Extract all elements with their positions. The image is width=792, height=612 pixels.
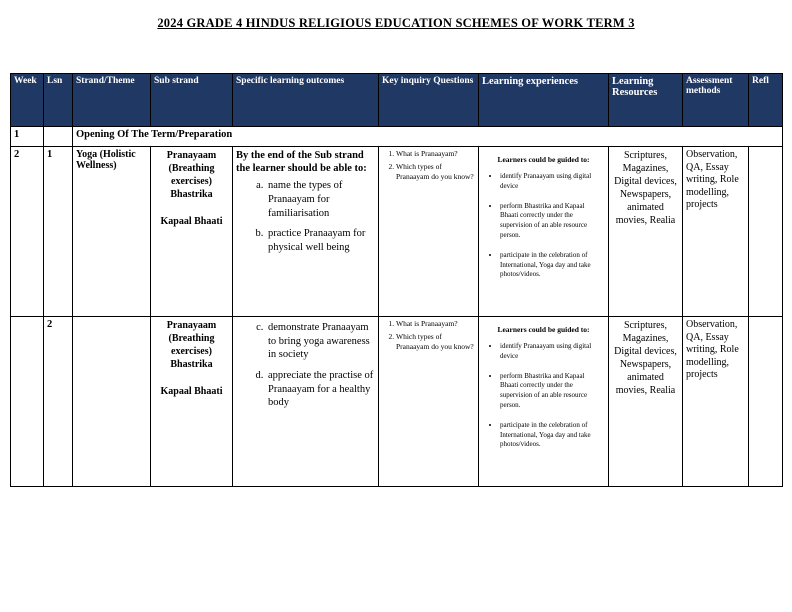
lsn-cell: 2 bbox=[44, 317, 73, 487]
week-cell: 1 bbox=[11, 127, 44, 147]
experiences-intro: Learners could be guided to: bbox=[497, 325, 590, 334]
outcome-item: b. practice Pranaayam for physical well being bbox=[266, 227, 375, 254]
resources-cell: Scriptures, Magazines, Digital devices, Newspapers, animated movies, Realia bbox=[609, 147, 683, 317]
sub-strand-cell bbox=[151, 317, 233, 487]
col-header-lsn: Lsn bbox=[44, 74, 73, 127]
lsn-cell bbox=[44, 127, 73, 147]
col-header-week: Week bbox=[11, 74, 44, 127]
page-title: 2024 GRADE 4 HINDUS RELIGIOUS EDUCATION SCHEMES OF WORK TERM 3 bbox=[157, 16, 635, 30]
col-header-experiences: Learning experiences bbox=[479, 74, 609, 127]
key-inquiry-cell bbox=[379, 317, 479, 487]
experience-item: • perform Bhastrika and Kapaal Bhaati correctly under the supervision of an able resource person. bbox=[500, 372, 605, 411]
outcome-item: a. name the types of Pranaayam for familiarisation bbox=[266, 179, 375, 220]
schemes-of-work-table bbox=[10, 73, 783, 487]
assessment-cell: Observation, QA, Essay writing, Role modelling, projects bbox=[683, 147, 749, 317]
sub-strand-line: Pranayaam (Breathing exercises) bbox=[166, 320, 217, 357]
refl-cell bbox=[749, 317, 783, 487]
col-header-strand: Strand/Theme bbox=[73, 74, 151, 127]
opening-label-cell: Opening Of The Term/Preparation bbox=[73, 127, 783, 147]
outcomes-intro: By the end of the Sub strand the learner should be able to: bbox=[236, 150, 367, 175]
col-header-outcomes: Specific learning outcomes bbox=[233, 74, 379, 127]
experiences-cell bbox=[479, 147, 609, 317]
outcome-item: c. demonstrate Pranaayam to bring yoga awareness in society bbox=[266, 321, 375, 362]
outcomes-cell bbox=[233, 317, 379, 487]
inquiry-item: 2. Which types of Pranaayam do you know? bbox=[396, 162, 475, 182]
lsn-cell: 1 bbox=[44, 147, 73, 317]
col-header-resources: Learning Resources bbox=[609, 74, 683, 127]
col-header-sub-strand: Sub strand bbox=[151, 74, 233, 127]
key-inquiry-cell bbox=[379, 147, 479, 317]
sub-strand-line: Bhastrika bbox=[170, 189, 213, 200]
inquiry-list bbox=[382, 319, 475, 352]
experience-item: • identify Pranaayam using digital device bbox=[500, 342, 605, 362]
strand-cell: Yoga (Holistic Wellness) bbox=[73, 147, 151, 317]
sub-strand-line: Kapaal Bhaati bbox=[160, 386, 223, 397]
assessment-cell: Observation, QA, Essay writing, Role modelling, projects bbox=[683, 317, 749, 487]
experience-item: • participate in the celebration of International, Yoga day and take photos/videos. bbox=[500, 421, 605, 450]
sub-strand-line: Pranayaam (Breathing exercises) bbox=[166, 150, 217, 187]
lesson-row bbox=[11, 147, 783, 317]
experiences-cell bbox=[479, 317, 609, 487]
resources-cell: Scriptures, Magazines, Digital devices, Newspapers, animated movies, Realia bbox=[609, 317, 683, 487]
opening-row bbox=[11, 127, 783, 147]
experiences-intro: Learners could be guided to: bbox=[497, 155, 590, 164]
week-cell bbox=[11, 317, 44, 487]
outcomes-list bbox=[236, 179, 375, 254]
sub-strand-cell bbox=[151, 147, 233, 317]
outcomes-list bbox=[236, 321, 375, 410]
refl-cell bbox=[749, 147, 783, 317]
sub-strand-line: Kapaal Bhaati bbox=[160, 216, 223, 227]
week-cell: 2 bbox=[11, 147, 44, 317]
lesson-row bbox=[11, 317, 783, 487]
experiences-list bbox=[482, 172, 605, 280]
experiences-list bbox=[482, 342, 605, 450]
inquiry-item: 1. What is Pranaayam? bbox=[396, 319, 475, 329]
sub-strand-line: Bhastrika bbox=[170, 359, 213, 370]
outcome-item: d. appreciate the practise of Pranaayam for a healthy body bbox=[266, 369, 375, 410]
col-header-assessment: Assessment methods bbox=[683, 74, 749, 127]
experience-item: • perform Bhastrika and Kapaal Bhaati correctly under the supervision of an able resource person. bbox=[500, 202, 605, 241]
experience-item: • identify Pranaayam using digital device bbox=[500, 172, 605, 192]
outcomes-cell bbox=[233, 147, 379, 317]
inquiry-list bbox=[382, 149, 475, 182]
inquiry-item: 1. What is Pranaayam? bbox=[396, 149, 475, 159]
strand-cell bbox=[73, 317, 151, 487]
experience-item: • participate in the celebration of International, Yoga day and take photos/videos. bbox=[500, 251, 605, 280]
col-header-refl: Refl bbox=[749, 74, 783, 127]
header-row bbox=[11, 74, 783, 127]
col-header-inquiry: Key inquiry Questions bbox=[379, 74, 479, 127]
inquiry-item: 2. Which types of Pranaayam do you know? bbox=[396, 332, 475, 352]
